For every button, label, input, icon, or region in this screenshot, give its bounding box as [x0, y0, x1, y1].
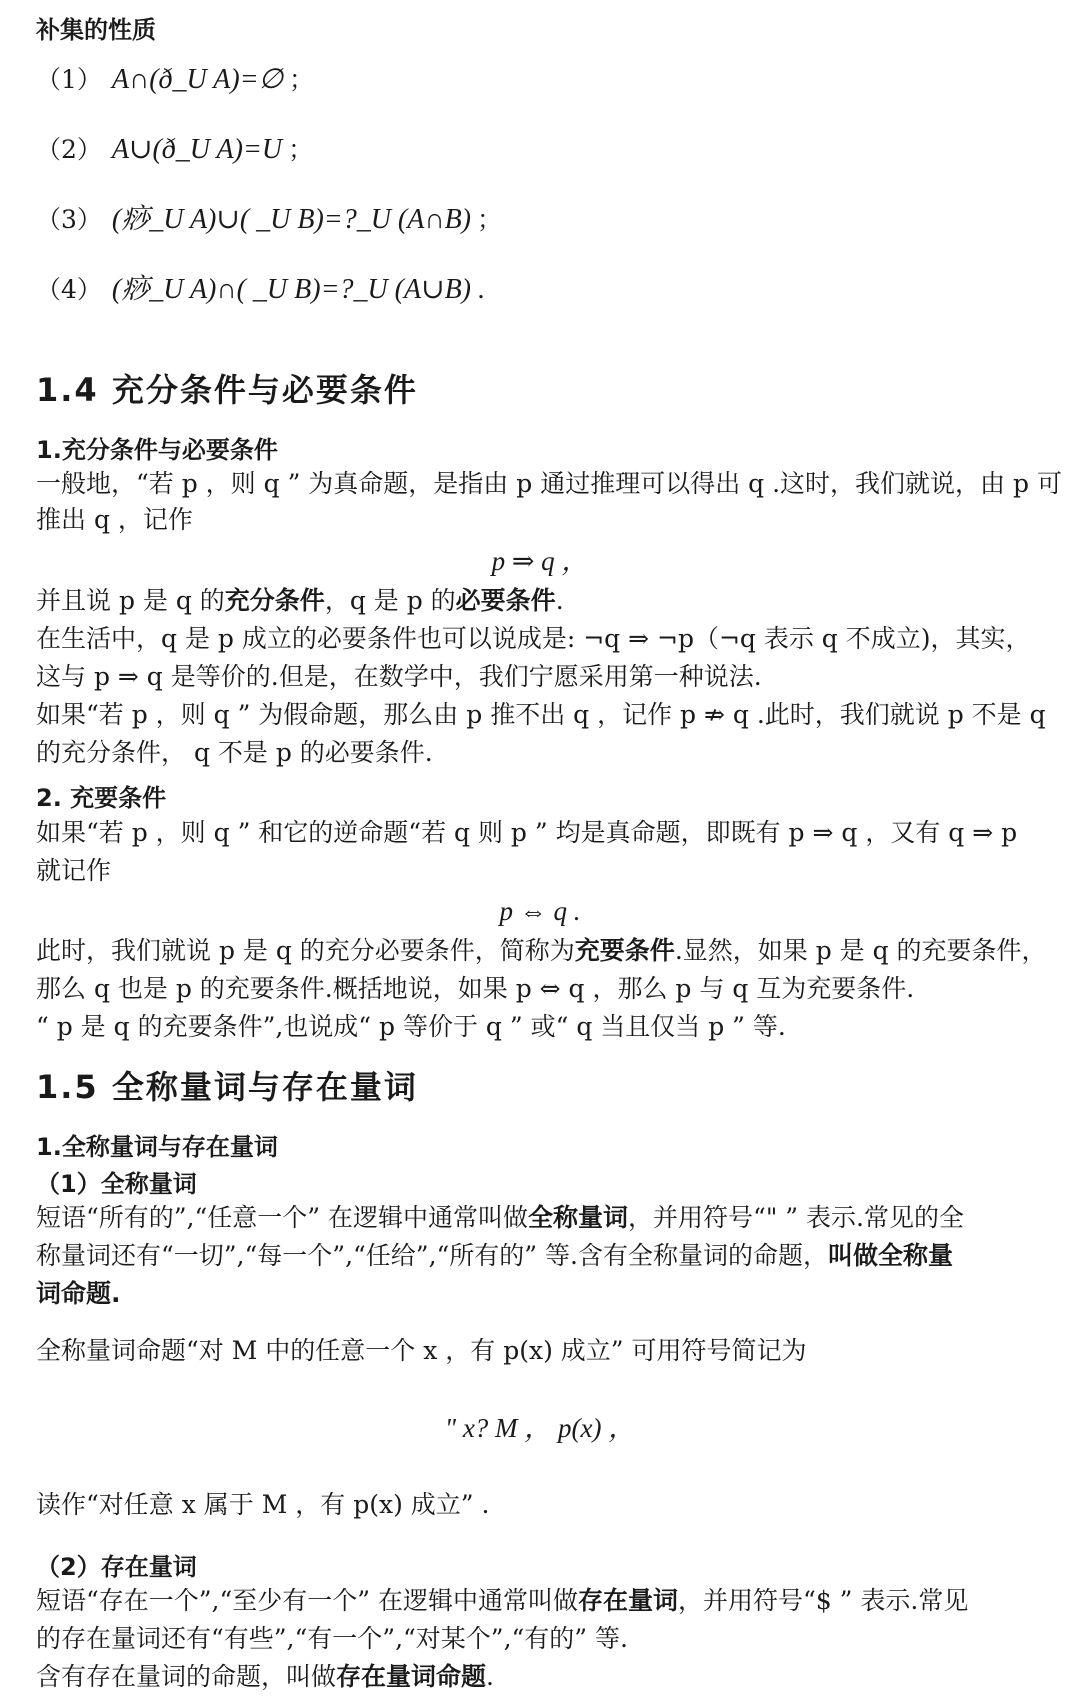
section-heading-1-4: 1.4 充分条件与必要条件 [36, 371, 418, 409]
paragraph-line: 的充分条件， q 不是 p 的必要条件. [36, 738, 433, 767]
prop-number: （4） [36, 275, 102, 304]
complement-title: 补集的性质 [36, 16, 156, 44]
prop-expression: (痧_U A)∩( _U B)=?_U (A∪B) [111, 274, 471, 305]
text-span: 短语“存在一个”,“至少有一个” 在逻辑中通常叫做 [36, 1586, 579, 1615]
complement-prop-4 [36, 273, 1044, 307]
text-span: 含有存在量词的命题，叫做 [36, 1662, 337, 1691]
term-iff-condition: 充要条件 [574, 936, 675, 965]
paragraph-line: 如果“若 p ，则 q ” 为假命题，那么由 p 推不出 q ，记作 p ⇏ q .此时，我们就说 p 不是 q [36, 700, 1046, 729]
paragraph-line: 在生活中，q 是 p 成立的必要条件也可以说成是: ¬q ⇒ ¬p（¬q 表示 q 不成立)，其实， [36, 624, 1031, 653]
paragraph-line: 就记作 [36, 856, 112, 885]
subheading-sufficient-necessary: 1.充分条件与必要条件 [36, 436, 278, 464]
prop-expression: (痧_U A)∪( _U B)=?_U (A∩B) [111, 204, 471, 235]
prop-tail: ； [288, 135, 314, 164]
prop-expression: A∪(ð_U A)=U [111, 134, 283, 165]
paragraph-line: 如果“若 p ，则 q ” 和它的逆命题“若 q 则 p ” 均是真命题，即既有 p ⇒ q ，又有 q ⇒ p [36, 818, 1018, 847]
paragraph-line [36, 1659, 1044, 1695]
term-universal-quantifier: 全称量词 [528, 1203, 629, 1232]
paragraph-line [36, 933, 1047, 969]
term-existential-proposition: 存在量词命题 [336, 1662, 487, 1691]
subheading-existential: （2）存在量词 [36, 1553, 197, 1581]
text-span: . [555, 586, 564, 615]
paragraph-line: 读作“对任意 x 属于 M ，有 p(x) 成立” . [36, 1490, 490, 1519]
prop-tail: ； [477, 205, 503, 234]
paragraph-line: 那么 q 也是 p 的充要条件.概括地说，如果 p ⇔ q ，那么 p 与 q 互为充要条件. [36, 974, 915, 1003]
term-sufficient-condition: 充分条件 [224, 586, 325, 615]
text-span: 短语“所有的”,“任意一个” 在逻辑中通常叫做 [36, 1203, 529, 1232]
prop-expression: A∩(ð_U A)=∅ [111, 64, 283, 95]
complement-prop-3 [36, 203, 1044, 237]
text-span: .显然，如果 p 是 q 的充要条件， [674, 936, 1047, 965]
subheading-iff: 2. 充要条件 [36, 784, 167, 812]
paragraph-line: 这与 p ⇒ q 是等价的.但是，在数学中，我们宁愿采用第一种说法. [36, 662, 762, 691]
text-span: ，并用符号“" ” 表示.常见的全 [628, 1203, 964, 1232]
complement-prop-1 [36, 63, 1044, 97]
prop-tail: . [477, 275, 485, 304]
subheading-quantifiers: 1.全称量词与存在量词 [36, 1133, 278, 1161]
paragraph-line [36, 1200, 1044, 1236]
section-heading-1-5: 1.5 全称量词与存在量词 [36, 1068, 418, 1106]
paragraph-line: “ p 是 q 的充要条件”,也说成“ p 等价于 q ” 或“ q 当且仅当 p ” 等. [36, 1012, 786, 1041]
complement-prop-2 [36, 133, 1044, 167]
prop-number: （2） [36, 135, 102, 164]
term-existential-quantifier: 存在量词 [578, 1586, 679, 1615]
text-span: . [486, 1662, 494, 1691]
prop-tail: ； [288, 65, 314, 94]
prop-number: （3） [36, 205, 102, 234]
paragraph-line: 词命题. [36, 1279, 121, 1308]
paragraph-line [36, 583, 1044, 619]
subheading-universal: （1）全称量词 [36, 1170, 197, 1198]
term-universal-proposition: 叫做全称量 [827, 1241, 953, 1270]
formula-implies: p ⇒ q ， [491, 546, 589, 576]
formula-iff: p ⇔ q . [499, 896, 581, 926]
text-span: ，q 是 p 的 [324, 586, 456, 615]
term-necessary-condition: 必要条件 [455, 586, 556, 615]
prop-number: （1） [36, 65, 102, 94]
text-span: 此时，我们就说 p 是 q 的充分必要条件，简称为 [36, 936, 575, 965]
text-span: 并且说 p 是 q 的 [36, 586, 225, 615]
text-span: 称量词还有“一切”,“每一个”,“任给”,“所有的” 等.含有全称量词的命题， [36, 1241, 828, 1270]
text-span: ，并用符号“$ ” 表示.常见 [678, 1586, 969, 1615]
paragraph-line: 推出 q ，记作 [36, 505, 193, 534]
paragraph-line [36, 1583, 1044, 1619]
formula-universal: " x? M ， p(x) ， [444, 1413, 636, 1443]
paragraph-line: 的存在量词还有“有些”,“有一个”,“对某个”,“有的” 等. [36, 1624, 628, 1653]
paragraph-line [36, 1238, 1044, 1274]
paragraph-line: 一般地，“若 p ，则 q ” 为真命题，是指由 p 通过推理可以得出 q .这时，我们就说，由 p 可 [36, 469, 1062, 498]
paragraph-line: 全称量词命题“对 M 中的任意一个 x ，有 p(x) 成立” 可用符号简记为 [36, 1336, 807, 1365]
